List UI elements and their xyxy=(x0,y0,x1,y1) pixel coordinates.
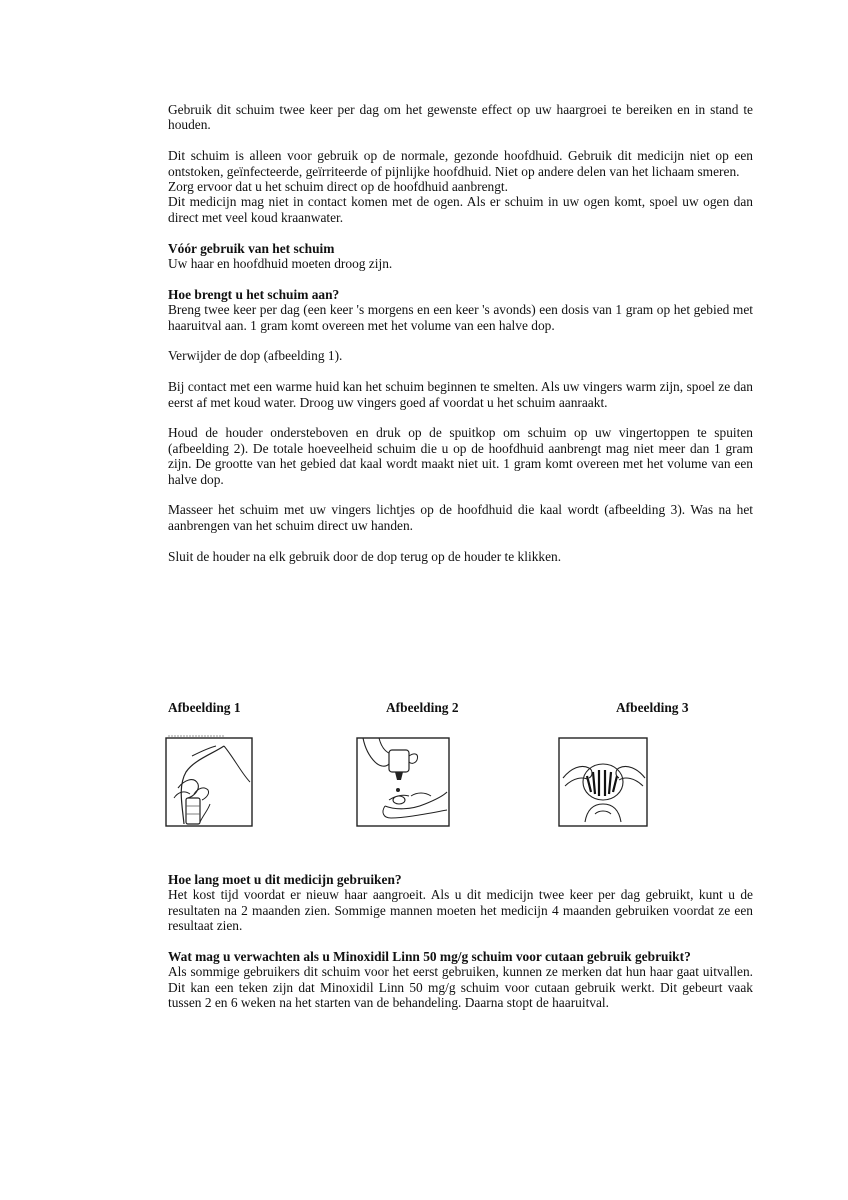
paragraph-remove-cap: Verwijder de dop (afbeelding 1). xyxy=(168,348,343,364)
figure-label-1: Afbeelding 1 xyxy=(168,700,241,715)
paragraph-duration: Het kost tijd voordat er nieuw haar aangroeit. Als u dit medicijn twee keer per dag gebruikt, kunt u de resultaten na 2 maanden zien. Sommige mannen moeten het medicijn 4 maanden gebruiken voordat ze een resultaat zien. xyxy=(168,887,753,934)
heading-expectations: Wat mag u verwachten als u Minoxidil Linn 50 mg/g schuim voor cutaan gebruik gebruikt? xyxy=(168,949,691,965)
leaflet-page xyxy=(168,102,753,1011)
paragraph-close-container: Sluit de houder na elk gebruik door de dop terug op de houder te klikken. xyxy=(168,548,562,564)
paragraph-warm-skin: Bij contact met een warme huid kan het schuim beginnen te smelten. Als uw vingers warm zijn, spoel ze dan eerst af met koud water. Droog uw vingers goed af voordat u het schuim aanraakt. xyxy=(168,379,753,410)
paragraph-scalp-only: Dit schuim is alleen voor gebruik op de normale, gezonde hoofdhuid. Gebruik dit medicijn niet op een ontstoken, geïnfecteerde, geïrriteerde of pijnlijke hoofdhuid. Niet op andere delen van het lichaam smeren. xyxy=(168,148,753,179)
figure-labels xyxy=(168,700,753,718)
paragraph-usage-frequency: Gebruik dit schuim twee keer per dag om het gewenste effect op uw haargroei te bereiken en in stand te houden. xyxy=(168,102,753,133)
heading-how-to-apply: Hoe brengt u het schuim aan? xyxy=(168,286,340,302)
hand-removing-cap-icon xyxy=(164,734,256,828)
lower-sections xyxy=(168,872,753,1011)
heading-before-use: Vóór gebruik van het schuim xyxy=(168,240,335,256)
paragraph-spray-foam: Houd de houder ondersteboven en druk op de spuitkop om schuim op uw vingertoppen te spuiten (afbeelding 2). De totale hoeveelheid schuim die u op de hoofdhuid aanbrengt mag niet meer dan 1 gram zijn. De grootte van het gebied dat kaal wordt maakt niet uit. 1 gram komt overeen met het volume van een halve dop. xyxy=(168,425,753,487)
paragraph-before-use: Uw haar en hoofdhuid moeten droog zijn. xyxy=(168,256,393,272)
heading-duration: Hoe lang moet u dit medicijn gebruiken? xyxy=(168,872,402,887)
hands-massaging-scalp-icon xyxy=(557,734,651,828)
figure-label-3: Afbeelding 3 xyxy=(616,700,689,715)
paragraph-eye-warning: Dit medicijn mag niet in contact komen met de ogen. Als er schuim in uw ogen komt, spoel uw ogen dan direct met veel koud kraanwater. xyxy=(168,194,753,225)
paragraph-apply-directly: Zorg ervoor dat u het schuim direct op de hoofdhuid aanbrengt. xyxy=(168,179,509,195)
hand-spraying-foam-icon xyxy=(355,734,453,828)
figures-row xyxy=(168,734,753,830)
paragraph-massage: Masseer het schuim met uw vingers lichtjes op de hoofdhuid die kaal wordt (afbeelding 3). Was na het aanbrengen van het schuim direct uw handen. xyxy=(168,502,753,533)
paragraph-expectations: Als sommige gebruikers dit schuim voor het eerst gebruiken, kunnen ze merken dat hun haar gaat uitvallen. Dit kan een teken zijn dat Minoxidil Linn 50 mg/g schuim voor cutaan gebruik werkt. Dit gebeurt vaak tussen 2 en 6 weken na het starten van de behandeling. Daarna stopt de haaruitval. xyxy=(168,964,753,1011)
paragraph-dose: Breng twee keer per dag (een keer 's morgens en een keer 's avonds) een dosis van 1 gram op het gebied met haaruitval aan. 1 gram komt overeen met het volume van een halve dop. xyxy=(168,302,753,333)
figure-label-2: Afbeelding 2 xyxy=(386,700,459,715)
